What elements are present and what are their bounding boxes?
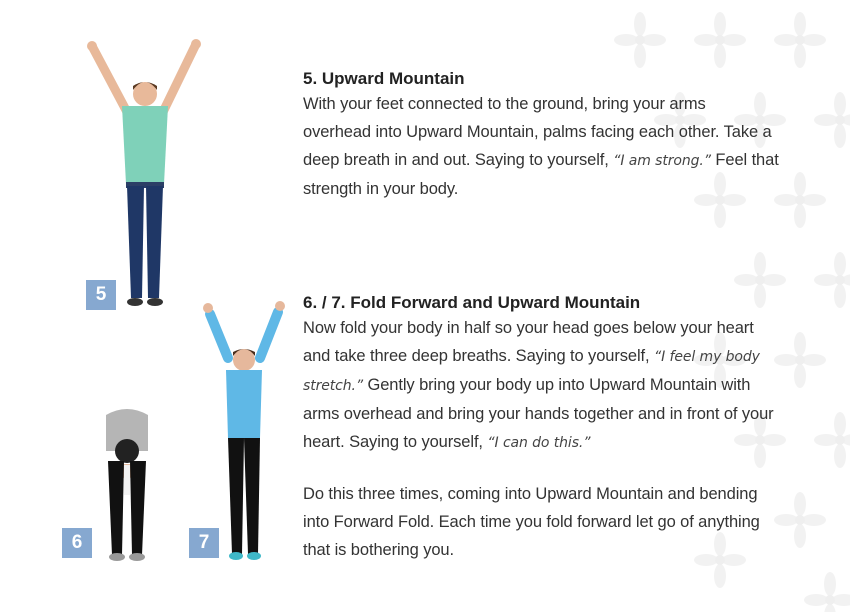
paragraph-line: that is bothering you. <box>303 541 454 559</box>
paragraph-line: Now fold your body in half so your head goes below your heart <box>303 319 754 337</box>
affirmation-quote: “I can do this.” <box>487 435 591 451</box>
section-upward-mountain <box>303 68 793 203</box>
section-title: 5. Upward Mountain <box>303 69 465 88</box>
affirmation-quote: stretch.” <box>303 378 364 394</box>
text-segment: and take three deep breaths. Saying to yourself, <box>303 347 654 365</box>
text-segment: Feel that <box>710 151 779 169</box>
section-repeat-instructions <box>303 480 793 564</box>
paragraph-line: With your feet connected to the ground, bring your arms <box>303 95 706 113</box>
pose-number-badge-7: 7 <box>189 528 219 558</box>
paragraph-line <box>303 371 793 400</box>
affirmation-quote: “I feel my body <box>654 349 760 365</box>
text-segment: deep breath in and out. Saying to yourself, <box>303 151 614 169</box>
pose-5-upward-mountain-figure <box>80 36 210 312</box>
text-segment: Gently bring your body up into Upward Mountain with <box>363 376 751 394</box>
paragraph-line: overhead into Upward Mountain, palms facing each other. Take a <box>303 123 772 141</box>
paragraph-line: into Forward Fold. Each time you fold forward let go of anything <box>303 513 760 531</box>
paragraph-line <box>303 342 793 371</box>
pose-6-forward-fold-figure <box>96 405 158 563</box>
affirmation-quote: “I am strong.” <box>613 153 711 169</box>
section-title: 6. / 7. Fold Forward and Upward Mountain <box>303 293 641 312</box>
text-segment: heart. Saying to yourself, <box>303 433 488 451</box>
paragraph-line: Do this three times, coming into Upward Mountain and bending <box>303 485 758 503</box>
paragraph-line <box>303 146 793 175</box>
paragraph-line <box>303 428 793 457</box>
paragraph-line: arms overhead and bring your hands together and in front of your <box>303 405 774 423</box>
pose-number-badge-6: 6 <box>62 528 92 558</box>
pose-7-upward-mountain-figure <box>196 296 292 564</box>
pose-number-badge-5: 5 <box>86 280 116 310</box>
section-fold-forward <box>303 292 793 457</box>
paragraph-line: strength in your body. <box>303 180 459 198</box>
